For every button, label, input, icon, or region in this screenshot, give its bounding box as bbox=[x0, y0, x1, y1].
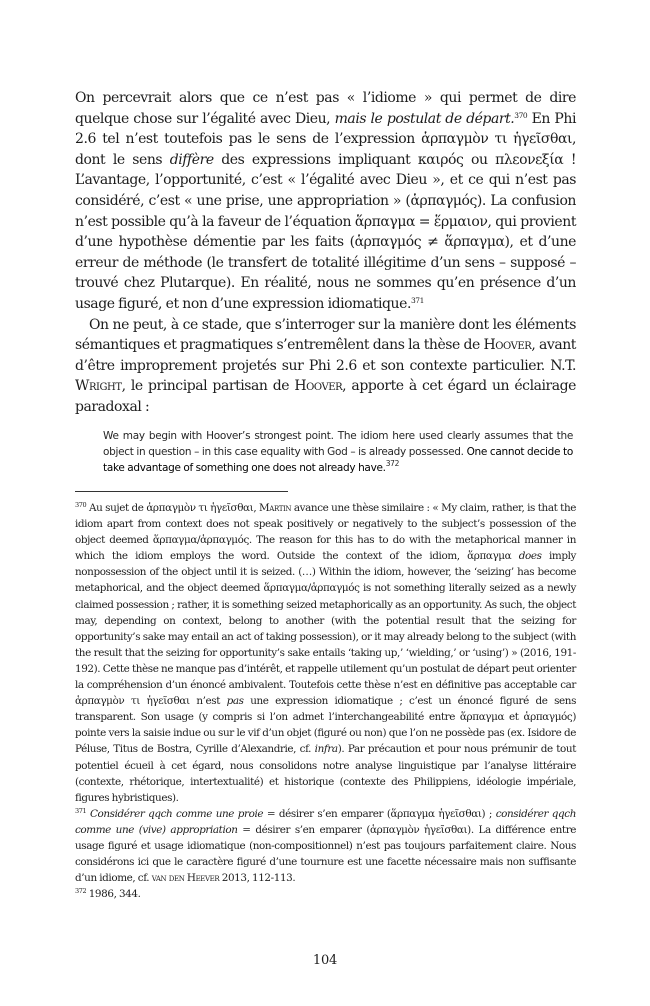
footnote-ref-370[interactable]: 370 bbox=[514, 110, 528, 120]
footnote-number: 370 bbox=[75, 501, 87, 509]
paragraph-2: On ne peut, à ce stade, que s’interroger sur la manière dont les éléments sémantiques et pragmatiques s’entremêlent dans la thèse de Hoover, avant d’être improprement projetés sur Phi 2.6 et son contexte particulier. N.T. Wright, le principal partisan de Hoover, apporte à cet égard un éclairage paradoxal : bbox=[75, 316, 577, 415]
paragraph-1: On percevrait alors que ce n’est pas « l’idiome » qui permet de dire quelque chose sur l’égalité avec Dieu, mais le postulat de départ.$^{370}$ En Phi 2.6 tel n’est toutefois pas le sens de l’expression ἁρπαγμὸν τι ἡγεῖσθαι, dont le sens diffère des expressions impliquant καιρός ou πλεονεξία ! L’avantage, l’opportunité, c’est « l’égalité avec Dieu », et ce qui n’est pas considéré, c’est « une prise, une appropriation » (ἁρπαγμός). La confusion n’est possible qu’à la faveur de l’équation ἅρπαγμα = ἕρμαιον, qui provient d’une hypothèse démentie par les faits (ἁρπαγμός ≠ ἅρπαγμα), et d’une erreur de méthode (le transfert de totalité illégitime d’un sens – supposé – trouvé chez Plutarque). En réalité, nous ne sommes qu’en présence d’un usage figuré, et non d’une expression idiomatique.$^{371}$ bbox=[75, 90, 577, 312]
author-name: Hoover bbox=[483, 337, 532, 354]
footnote-number: 371 bbox=[75, 806, 87, 815]
emphasis: Considérer qqch comme une proie bbox=[86, 807, 264, 820]
footnotes bbox=[75, 500, 576, 902]
page-body bbox=[75, 88, 576, 476]
footnote-number: 372 bbox=[75, 887, 87, 896]
emphasis: does bbox=[518, 550, 542, 563]
footnote-370: $^{370}$ Au sujet de ἁρπαγμὸν τι ἡγεῖσθαι, Martin avance une thèse similaire : « My claim, rather, is that the idiom apart from context does not speak positively or negatively to the subject’s possession of the object deemed ἅρπαγμα/ἁρπαγμός. The reason for this has to do with the metaphorical manner in which the idiom employs the word. Outside the context of the idiom, ἅρπαγμα does imply nonpossession of the object until it is seized. (…) Within the idiom, however, the ‘seizing’ has become metaphorical, and the object deemed ἅρπαγμα/ἁρπαγμός is not something literally seized as a newly claimed possession ; rather, it is something seized metaphorically as an opportunity. As such, the object may, depending on context, belong to another (with the potential result that the seizing for opportunity’s sake may entail an act of taking possession), or it may already belong to the subject (with the result that the seizing for opportunity’s sake entails ‘taking up,’ ‘wielding,’ or ‘using’) » (2016, 191-192). Cette thèse ne manque pas d’intérêt, et rappelle utilement qu’un postulat de départ peut orienter la compréhension d’un énoncé ambivalent. Toutefois cette thèse n’est en définitive pas acceptable car ἁρπαγμὸν τι ἡγεῖσθαι n’est pas une expression idiomatique ; c’est un énoncé figuré de sens transparent. Son usage (y compris si l’on admet l’interchangeabilité entre ἅρπαγμα et ἁρπαγμός) pointe vers la saisie indue ou sur le vif d’un objet (figuré ou non) que l’on ne possède pas (ex. Isidore de Péluse, Titus de Bostra, Cyrille d’Alexandrie, cf. infra). Par précaution et pour nous prémunir de tout potentiel écueil à cet égard, nous consolidons notre analyse linguistique par l’analyse littéraire (contexte, rhétorique, intertextualité) et historique (contexte des Philippiens, idéologie impériale, figures hybristiques). bbox=[75, 501, 577, 804]
author-name: Martin bbox=[259, 502, 292, 514]
emphasis: diffère bbox=[169, 151, 214, 168]
main-text bbox=[75, 88, 576, 418]
emphasis: considérer qqch comme une (vive) appropriation bbox=[75, 807, 576, 836]
footnote-ref-371[interactable]: 371 bbox=[410, 295, 424, 305]
emphasis: pas bbox=[226, 695, 244, 708]
footnote-372: $^{372}$ 1986, 344. bbox=[75, 887, 141, 901]
quote-highlight: One cannot decide to take advantage of something one does not already have. bbox=[103, 445, 573, 474]
footnote-371: $^{371}$ Considérer qqch comme une proie = désirer s’en emparer (ἅρπαγμα ἡγεῖσθαι) ; considérer qqch comme une (vive) appropriation = désirer s’en emparer (ἁρπαγμὸν ἡγεῖσθαι). La différence entre usage figuré et usage idiomatique (non-compositionnel) n’est pas toujours parfaitement claire. Nous considérons ici que le caractère figuré d’une tournure est une facette nécessaire mais non suffisante d’un idiome, cf. van den Heever 2013, 112-113. bbox=[75, 806, 577, 885]
emphasis: mais le postulat de départ. bbox=[334, 110, 515, 127]
author-name: Hoover bbox=[294, 378, 343, 395]
author-name: Wright bbox=[75, 378, 122, 395]
footnote-separator bbox=[75, 491, 288, 492]
block-quote: We may begin with Hoover’s strongest point. The idiom here used clearly assumes that the object in question – in this case equality with God – is already possessed. One cannot decide to take advantage of something one does not already have.$^{372}$ bbox=[103, 429, 573, 474]
page-number: 104 bbox=[312, 953, 338, 968]
author-name: van den Heever bbox=[151, 872, 220, 885]
emphasis: infra bbox=[314, 743, 338, 756]
footnote-ref-372[interactable]: 372 bbox=[385, 458, 400, 468]
